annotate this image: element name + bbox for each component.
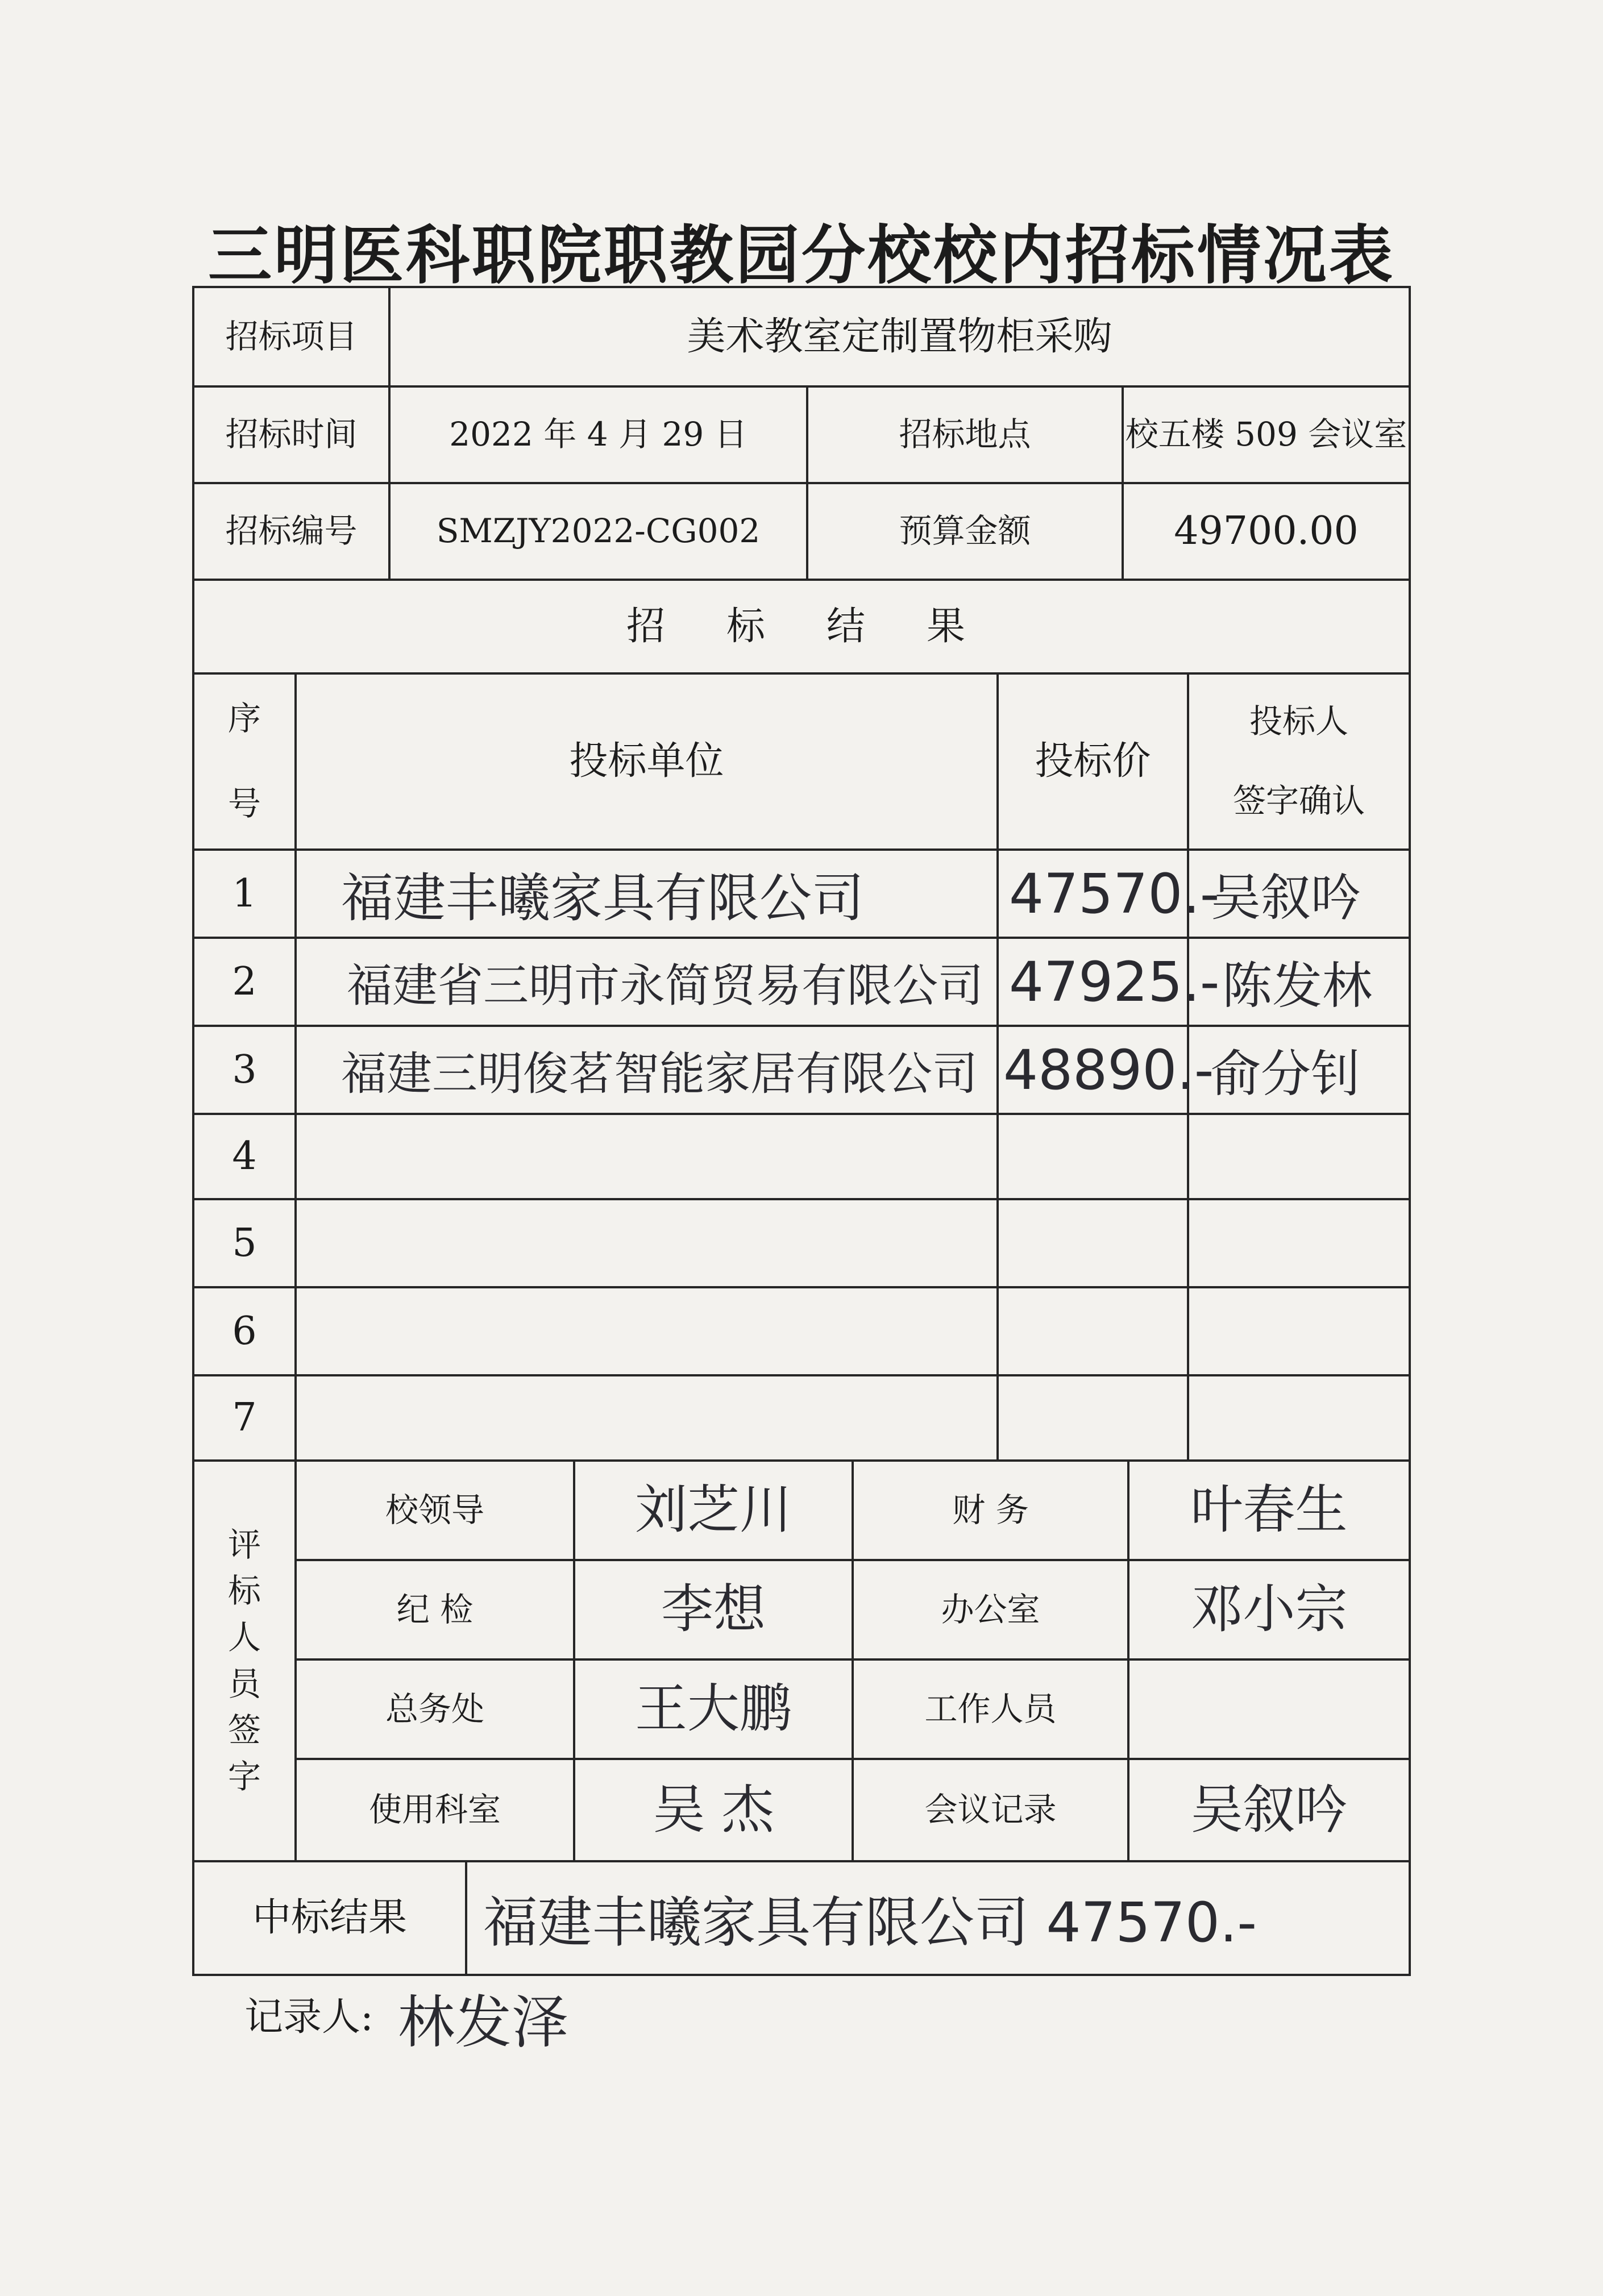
review-right-label: 会议记录 — [924, 1790, 1057, 1829]
place-value: 校五楼 509 会议室 — [1125, 415, 1407, 454]
review-left-label: 校领导 — [385, 1490, 484, 1529]
review-label-char: 员 — [227, 1664, 261, 1703]
review-right-signature — [1128, 1659, 1410, 1759]
project-label: 招标项目 — [225, 317, 358, 356]
row-seq: 3 — [232, 1047, 257, 1092]
review-right-label: 办公室 — [941, 1590, 1040, 1629]
document-title: 三明医科职院职教园分校校内招标情况表 — [208, 218, 1395, 293]
row-signature: 俞分钊 — [1211, 1044, 1361, 1103]
review-left-label: 总务处 — [385, 1689, 484, 1728]
row-bidder-handwritten: 福建省三明市永简贸易有限公司 — [347, 959, 983, 1012]
review-right-signature: 叶春生 — [1190, 1479, 1348, 1541]
col-bidder-header: 投标单位 — [569, 739, 724, 784]
review-right-signature: 吴叙吟 — [1190, 1779, 1348, 1840]
row-bidder-handwritten: 福建丰曦家具有限公司 — [341, 867, 865, 929]
recorder-label: 记录人: — [244, 1995, 373, 2040]
budget-value: 49700.00 — [1174, 509, 1359, 554]
winner-value-handwritten: 福建丰曦家具有限公司 47570.- — [483, 1890, 1257, 1954]
place-label: 招标地点 — [899, 415, 1031, 454]
row-seq: 6 — [232, 1308, 257, 1354]
results-section-title: 招 标 结 果 — [626, 604, 977, 649]
col-sign-line-2: 签字确认 — [1232, 781, 1365, 820]
row-price-handwritten: 47570.- — [1009, 862, 1220, 926]
row-price-handwritten: 48890.- — [1003, 1038, 1214, 1102]
row-seq: 5 — [232, 1220, 257, 1266]
col-seq-char-2: 号 — [227, 784, 261, 823]
recorder-signature: 林发泽 — [398, 1989, 568, 2056]
review-left-label: 使用科室 — [368, 1790, 501, 1829]
row-seq: 7 — [232, 1395, 257, 1441]
number-value: SMZJY2022-CG002 — [436, 511, 761, 551]
row-signature: 陈发林 — [1222, 956, 1373, 1015]
winner-label: 中标结果 — [252, 1895, 407, 1941]
row-seq: 1 — [232, 871, 257, 916]
col-seq-header — [193, 673, 296, 850]
budget-label: 预算金额 — [899, 511, 1031, 551]
review-label-char: 签 — [227, 1711, 261, 1750]
review-right-signature: 邓小宗 — [1190, 1579, 1348, 1640]
row-bidder-handwritten: 福建三明俊茗智能家居有限公司 — [341, 1047, 978, 1100]
row-price-handwritten: 47925.- — [1009, 950, 1220, 1014]
project-value: 美术教室定制置物柜采购 — [687, 314, 1112, 359]
review-left-signature: 王大鹏 — [634, 1678, 792, 1740]
review-left-label: 纪 检 — [396, 1590, 474, 1629]
review-section-label — [193, 1461, 296, 1861]
row-seq: 2 — [232, 959, 257, 1004]
number-label: 招标编号 — [225, 511, 358, 551]
row-seq: 4 — [232, 1134, 257, 1179]
review-label-char: 人 — [227, 1617, 261, 1657]
row-signature: 吴叙吟 — [1211, 868, 1361, 927]
review-left-signature: 刘芝川 — [634, 1479, 792, 1541]
review-right-label: 工作人员 — [924, 1689, 1057, 1728]
time-label: 招标时间 — [225, 415, 358, 454]
col-seq-char-1: 序 — [227, 699, 261, 738]
review-label-char: 标 — [227, 1571, 261, 1611]
col-sign-header — [1188, 673, 1410, 850]
time-value: 2022 年 4 月 29 日 — [449, 415, 747, 454]
review-right-label: 财 务 — [952, 1490, 1029, 1529]
col-sign-line-1: 投标人 — [1249, 702, 1348, 741]
review-label-char: 评 — [227, 1525, 261, 1564]
col-price-header: 投标价 — [1035, 739, 1151, 784]
review-left-signature: 李想 — [661, 1579, 766, 1640]
review-label-char: 字 — [227, 1757, 261, 1796]
review-left-signature: 吴 杰 — [653, 1779, 774, 1840]
